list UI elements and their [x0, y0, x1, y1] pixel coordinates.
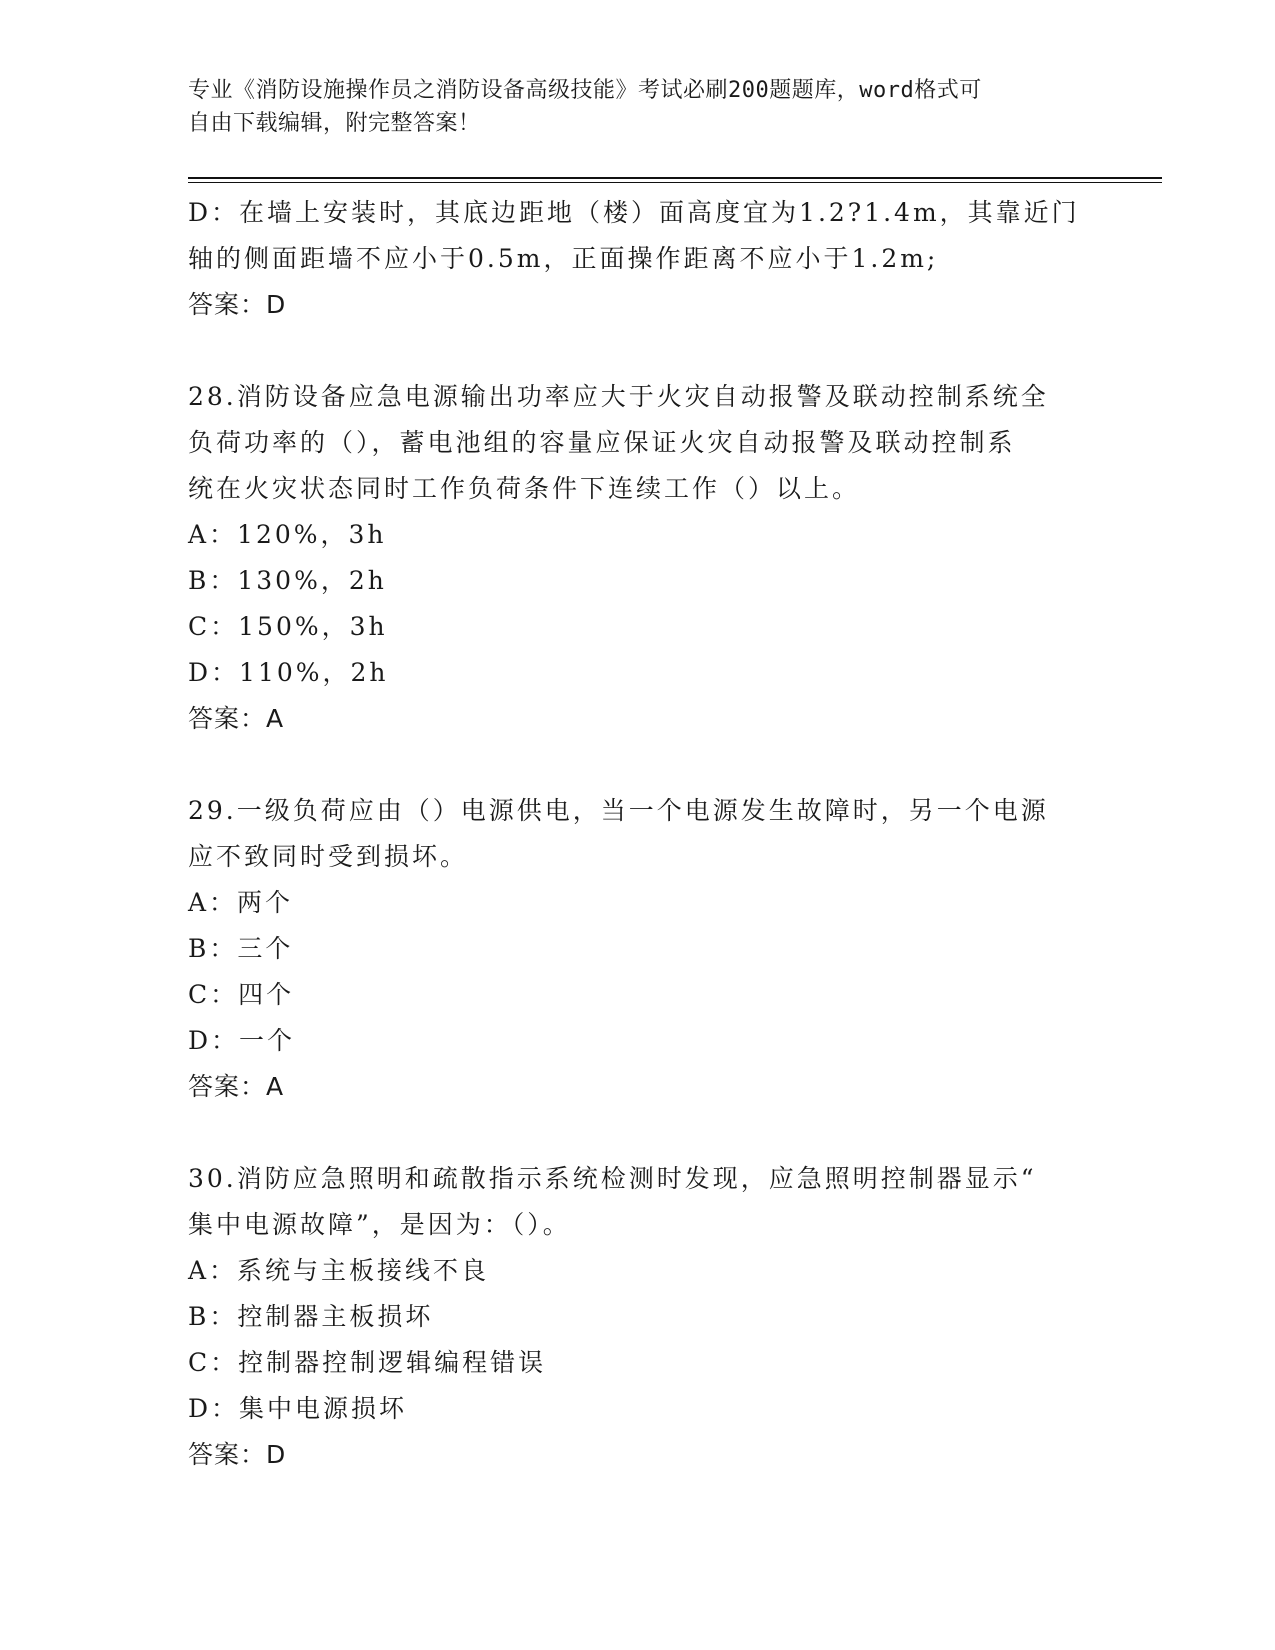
q27-option-d-line-1: D：在墙上安装时，其底边距地（楼）面高度宜为1.2?1.4m，其靠近门: [188, 198, 1080, 227]
q27-option-d-line-2: 轴的侧面距墙不应小于0.5m，正面操作距离不应小于1.2m;: [188, 244, 939, 273]
q30-stem-line-2: 集中电源故障”，是因为：（）。: [188, 1210, 571, 1239]
q29-answer: 答案：A: [188, 1072, 285, 1101]
q28-answer: 答案：A: [188, 704, 285, 733]
question-30: [188, 1156, 1088, 1478]
q29-option-a: A：两个: [188, 888, 294, 917]
q28-option-d: D：110%，2h: [188, 658, 389, 687]
q30-option-d: D：集中电源损坏: [188, 1394, 408, 1423]
q30-stem-line-1: 30.消防应急照明和疏散指示系统检测时发现，应急照明控制器显示“: [188, 1164, 1037, 1193]
q29-option-b: B：三个: [188, 934, 294, 963]
q30-option-c: C：控制器控制逻辑编程错误: [188, 1348, 547, 1377]
q30-option-a: A：系统与主板接线不良: [188, 1256, 490, 1285]
q30-option-b: B：控制器主板损坏: [188, 1302, 434, 1331]
document-body: [188, 190, 1088, 1478]
q29-stem-line-1: 29.一级负荷应由（）电源供电，当一个电源发生故障时，另一个电源: [188, 796, 1049, 825]
q28-option-c: C：150%，3h: [188, 612, 388, 641]
q28-stem-line-1: 28.消防设备应急电源输出功率应大于火灾自动报警及联动控制系统全: [188, 382, 1049, 411]
q28-stem-line-2: 负荷功率的（），蓄电池组的容量应保证火灾自动报警及联动控制系: [188, 428, 1016, 457]
document-header: [188, 74, 1088, 140]
header-line-1: 专业《消防设施操作员之消防设备高级技能》考试必刷200题题库，word格式可: [188, 78, 982, 103]
header-divider-thin: [188, 182, 1162, 183]
q27-answer: 答案：D: [188, 290, 287, 319]
q28-option-b: B：130%，2h: [188, 566, 387, 595]
q29-stem-line-2: 应不致同时受到损坏。: [188, 842, 469, 871]
q29-option-d: D：一个: [188, 1026, 296, 1055]
q29-option-c: C：四个: [188, 980, 295, 1009]
question-28: [188, 374, 1088, 742]
q28-stem-line-3: 统在火灾状态同时工作负荷条件下连续工作（）以上。: [188, 474, 861, 503]
header-divider-thick: [188, 177, 1162, 179]
q28-option-a: A：120%，3h: [188, 520, 387, 549]
header-line-2: 自由下载编辑，附完整答案！: [188, 111, 481, 136]
question-29: [188, 788, 1088, 1110]
q30-answer: 答案：D: [188, 1440, 287, 1469]
